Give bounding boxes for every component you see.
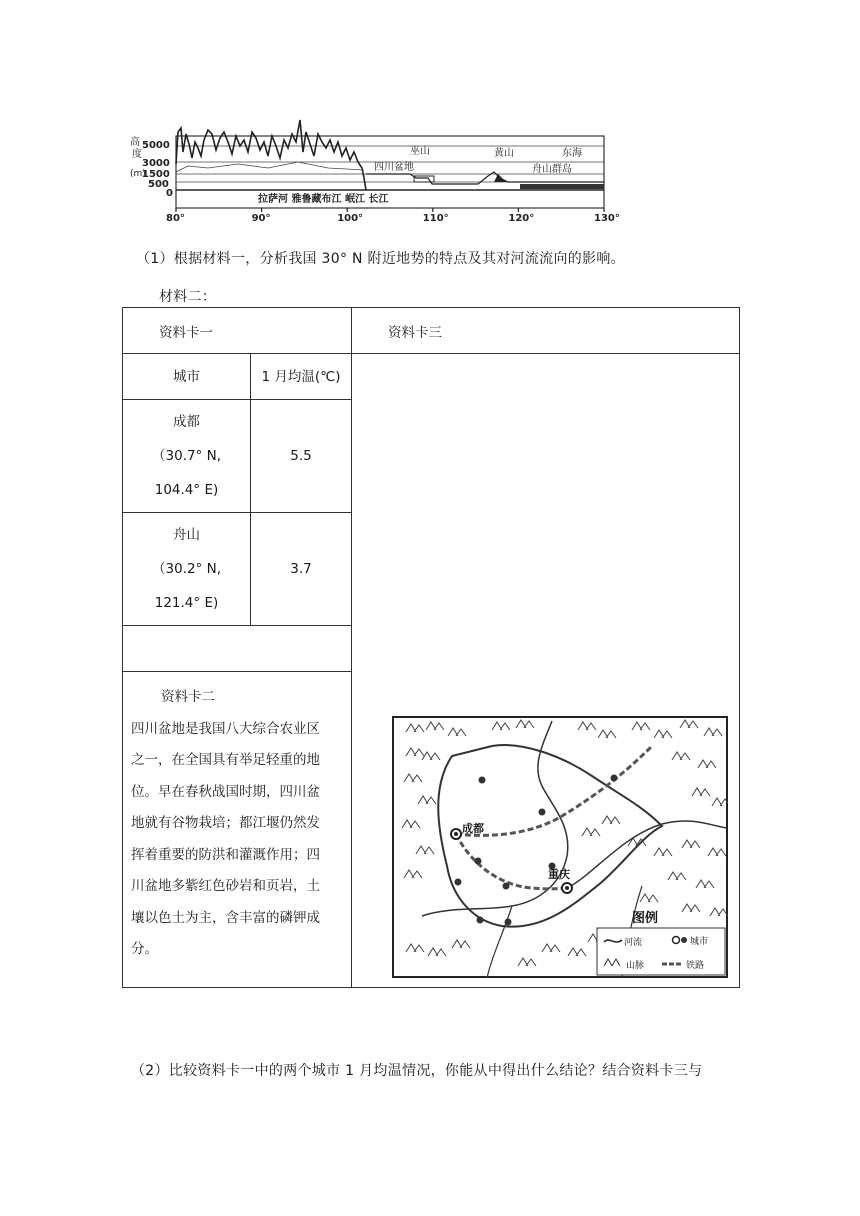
city-coord-lon: 104.4° E) [154, 482, 219, 498]
y-tick-1500: 1500 [142, 169, 170, 180]
y-tick-500: 500 [148, 179, 169, 190]
question-1: （1）根据材料一，分析我国 30° N 附近地势的特点及其对河流流向的影响。 [136, 251, 625, 267]
city-name: 成都 [173, 414, 200, 430]
legend-railway: 铁路 [686, 961, 705, 971]
label-sichuan-basin: 四川盆地 [374, 162, 414, 173]
legend-river: 河流 [624, 938, 643, 948]
col-header-city: 城市 [123, 354, 251, 400]
temp-cell-zhoushan: 3.7 [251, 513, 352, 626]
card-2-line: 四川盆地是我国八大综合农业区 [131, 720, 320, 737]
card-2-line: 壤以色土为主，含丰富的磷钾成 [131, 909, 320, 926]
label-rivers: 拉萨河 雅鲁藏布江 岷江 长江 [258, 194, 389, 205]
x-tick-label: 120° [508, 213, 535, 222]
card-3-title: 资料卡三 [352, 308, 740, 354]
city-name: 舟山 [173, 527, 200, 543]
card-2-line: 川盆地多紫红色砂岩和页岩，土 [131, 878, 320, 894]
y-axis-label-1: 高 [130, 137, 140, 148]
label-huangshan: 黄山 [494, 148, 514, 159]
terrain-line [176, 120, 366, 190]
x-tick-label: 80° [166, 213, 185, 222]
card-2-line: 位。早在春秋战国时期，四川盆 [131, 783, 320, 800]
label-chengdu: 成都 [462, 822, 484, 835]
y-tick-0: 0 [166, 188, 173, 199]
x-tick-label: 90° [251, 213, 271, 222]
x-tick-label: 110° [422, 213, 449, 222]
card-1-title: 资料卡一 [123, 308, 352, 354]
legend-mountain: 山脉 [626, 961, 645, 971]
city-coord-lon: 121.4° E) [154, 595, 219, 611]
terrain-profile-figure [128, 112, 624, 222]
sichuan-basin-map [392, 716, 728, 978]
card-2-line: 分。 [131, 941, 158, 957]
x-ticks [166, 208, 620, 222]
temp-cell-chengdu: 5.5 [251, 400, 352, 513]
label-donghai: 东海 [562, 148, 582, 159]
col-header-temp: 1 月均温(℃) [251, 354, 352, 400]
city-coord-lat: （30.7° N, [152, 448, 221, 464]
y-tick-3000: 3000 [142, 158, 170, 169]
label-zhoushan-islands: 舟山群岛 [532, 164, 572, 175]
y-axis-label-2: 度 [132, 149, 142, 160]
empty-cell [123, 626, 352, 672]
city-cell-chengdu [123, 400, 251, 513]
y-tick-5000: 5000 [142, 140, 170, 151]
city-coord-lat: （30.2° N, [152, 561, 221, 577]
card-2-line: 地就有谷物栽培；都江堰仍然发 [131, 815, 320, 831]
card-2-line: 之一，在全国具有举足轻重的地 [131, 752, 320, 768]
x-tick-label: 130° [594, 213, 620, 222]
x-tick-label: 100° [337, 213, 364, 222]
material-2-label: 材料二： [159, 289, 217, 305]
question-2: （2）比较资料卡一中的两个城市 1 月均温情况，你能从中得出什么结论？结合资料卡三与 [131, 1063, 703, 1079]
legend-title: 图例 [632, 911, 659, 926]
y-axis-label-3: (m) [130, 169, 146, 179]
card-2-title: 资料卡二 [161, 689, 215, 705]
city-cell-zhoushan [123, 513, 251, 626]
legend-city: 城市 [690, 937, 709, 947]
label-chongqing: 重庆 [548, 868, 570, 881]
label-wushan: 巫山 [410, 146, 430, 157]
card-2 [123, 672, 352, 988]
card-2-line: 挥着重要的防洪和灌溉作用；四 [131, 846, 320, 863]
